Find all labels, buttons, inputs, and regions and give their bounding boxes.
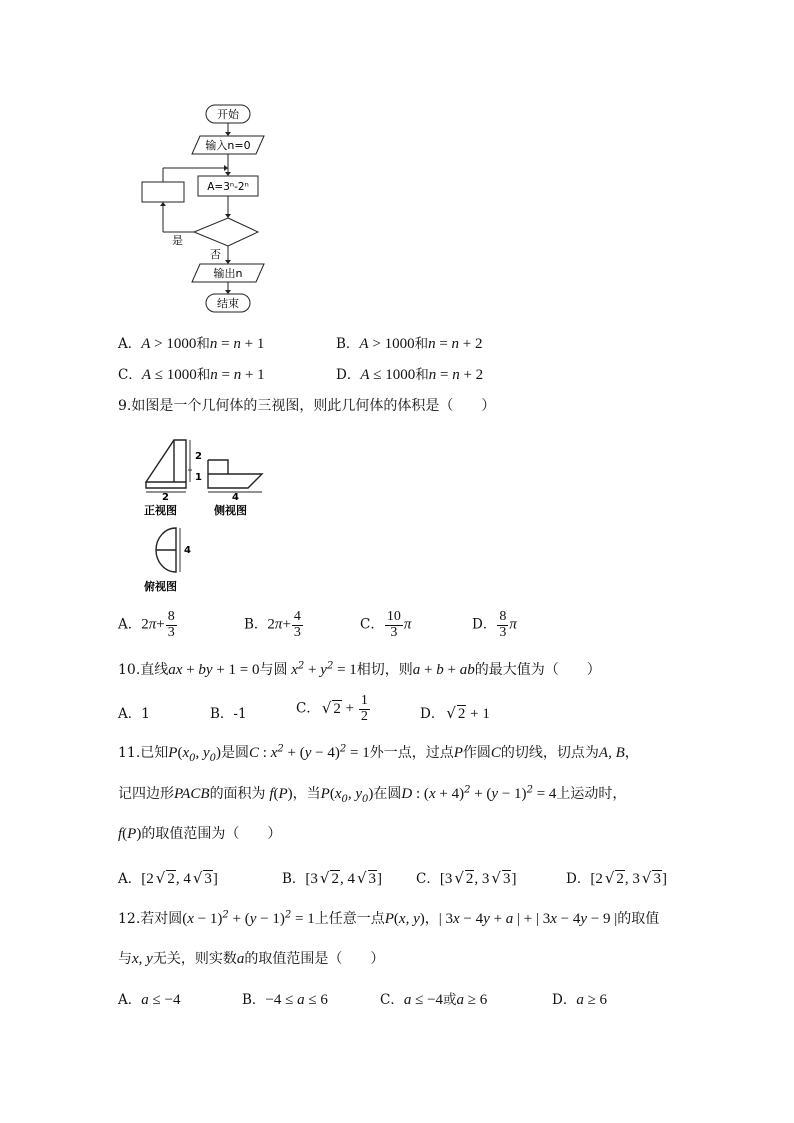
- q8-option-c: C．A ≤ 1000和n = n + 1: [118, 367, 265, 383]
- dim-4-top: 4: [184, 545, 191, 556]
- flowchart-end-label: 结束: [217, 297, 239, 310]
- q12-line-2: 与x, y无关，则实数a的取值范围是（ ）: [118, 951, 385, 967]
- q10-option-a: A．1: [118, 706, 150, 722]
- q10-option-b: B．-1: [210, 706, 247, 722]
- dim-4-side: 4: [232, 492, 239, 503]
- q9-option-c: C． $\frac{10}{3}$ π: [360, 609, 412, 640]
- q8-option-a: A．A > 1000和n = n + 1: [118, 336, 265, 352]
- flowchart: [130, 98, 280, 320]
- q8-option-b: B．A > 1000和n = n + 2: [336, 336, 483, 352]
- q9-option-b: B．2π+ $\frac{4}{3}$: [244, 609, 301, 640]
- flowchart-assign-label: A=3ⁿ-2ⁿ: [207, 181, 249, 193]
- flowchart-decision-node: [194, 218, 258, 246]
- q10-option-c: C． √ 2 + $\frac{1}{2}$: [296, 693, 368, 724]
- q12-option-a: A．a ≤ −4: [118, 992, 181, 1008]
- q12-line-1: 12.若对圆$(x - 1)^2 + (y - 1)^2 = 1$上任意一点P(x, y)，| 3x − 4y + a | + | 3x − 4y − 9 |的取值: [118, 909, 660, 927]
- q12-option-c: C．a ≤ −4或a ≥ 6: [380, 992, 488, 1008]
- flowchart-input-label: 输入n=0: [205, 139, 251, 152]
- q11-line-3: f(P)的取值范围为（ ）: [118, 826, 282, 842]
- q10-stem: 10.直线ax + by + 1 = 0与圆 $x^2 + y^2 = 1$相切，则a + b + ab的最大值为（ ）: [118, 660, 601, 678]
- flowchart-no-label: 否: [210, 248, 221, 261]
- front-view-shape: [146, 440, 186, 488]
- q8-option-d: D．A ≤ 1000和n = n + 2: [336, 367, 484, 383]
- dim-2-top: 2: [195, 451, 202, 462]
- q11-option-a: A．[2 √ 2, 4 √ 3]: [118, 869, 218, 887]
- q11-option-d: D．[2 √ 2, 3 √ 3]: [566, 869, 667, 887]
- side-view-label: 侧视图: [214, 504, 247, 517]
- dim-1: 1: [195, 472, 202, 483]
- flowchart-yes-label: 是: [172, 234, 183, 247]
- q9-three-views: [138, 432, 268, 596]
- q11-line-1: 11.已知$P(x_0$, $y_0$)是圆C : $x^2 + (y - 4)^2 = 1$外一点，过点P作圆C的切线，切点为A, B，: [118, 743, 639, 764]
- q9-option-d: D． $\frac{8}{3}$ π: [472, 609, 517, 640]
- q11-option-b: B．[3 √ 2, 4 √ 3]: [282, 869, 383, 887]
- top-view-label: 俯视图: [144, 580, 177, 593]
- dim-2-bottom: 2: [162, 492, 169, 503]
- q12-option-d: D．a ≥ 6: [552, 992, 608, 1008]
- front-view-label: 正视图: [144, 504, 177, 517]
- flowchart-start-label: 开始: [217, 108, 239, 121]
- q10-option-d: D． √ 2 + 1: [420, 704, 490, 722]
- q11-option-c: C．[3 √ 2, 3 √ 3]: [416, 869, 517, 887]
- q11-line-2: 记四边形PACB的面积为 f(P)，当$P(x_0$, $y_0$)在圆D : $(x + 4)^2 + (y - 1)^2 = 4$上运动时，: [118, 784, 627, 805]
- q9-stem: 9.如图是一个几何体的三视图，则此几何体的体积是（ ）: [118, 398, 496, 414]
- q9-option-a: A．2π+ $\frac{8}{3}$: [118, 609, 175, 640]
- q12-option-b: B．−4 ≤ a ≤ 6: [242, 992, 328, 1008]
- flowchart-output-label: 输出n: [213, 267, 243, 280]
- flowchart-loop-box: [142, 182, 184, 202]
